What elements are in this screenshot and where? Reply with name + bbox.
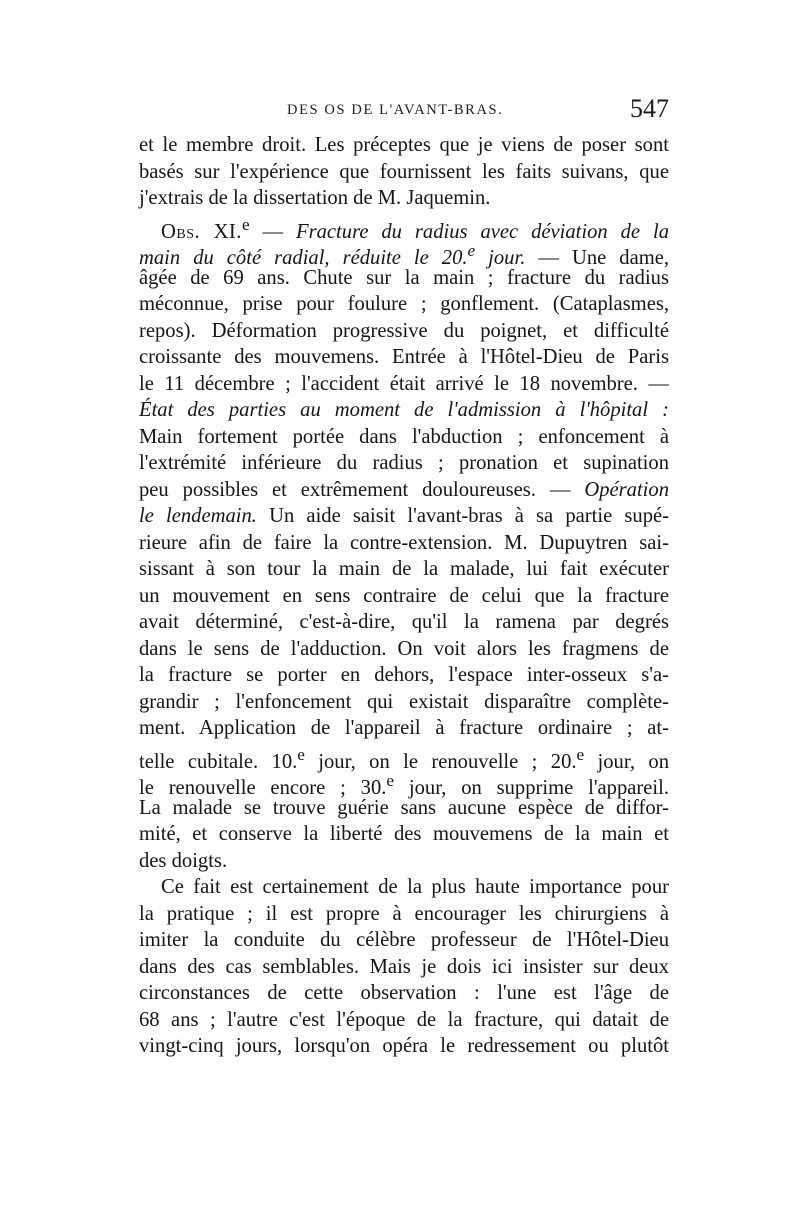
text-line: des doigts. [139,849,228,872]
text-line: méconnue, prise pour foulure ; gonflement. (Cataplasmes, [139,293,669,315]
text-line: l'extrémité inférieure du radius ; pronation et supination [139,452,669,474]
text-fragment: le renouvelle encore ; 30. [139,776,387,799]
text-line: j'extrais de la dissertation de M. Jaquemin. [139,187,491,209]
text-line: dans le sens de l'adduction. On voit alors les fragmens de [139,637,669,660]
ordinal-suffix: e [467,241,476,260]
page-number: 547 [630,94,669,123]
page-header [139,94,669,126]
text-line: basés sur l'expérience que fournissent les faits suivans, que [139,160,669,183]
text-line [139,477,669,504]
text-line: la fracture se porter en dehors, l'espace inter-osseux s'a- [139,664,669,686]
text-line: mité, et conserve la liberté des mouvemens de la main et [139,823,669,845]
text-fragment: jour, on supprime l'appareil. [394,776,669,799]
text-fragment: — Une dame, [525,246,670,269]
text-line [139,238,670,269]
text-line: sissant à son tour la main de la malade, lui fait exécuter [139,558,669,580]
text-line: grandir ; l'enfoncement qui existait disparaître complète- [139,690,669,713]
text-line: Main fortement portée dans l'abduction ; enfoncement à [139,425,669,448]
italic-fragment: le lendemain. [139,505,257,527]
text-line: et le membre droit. Les préceptes que je viens de poser sont [139,134,669,156]
text-line: imiter la conduite du célèbre professeur de l'Hôtel-Dieu [139,929,669,951]
observation-title-end: jour. [475,246,526,269]
text-line: circonstances de cette observation : l'une est l'âge de [139,982,669,1004]
italic-fragment: Opération [584,478,669,501]
observation-title-cont: main du côté radial, réduite le 20. [139,246,468,269]
observation-label: Obs. XI. [161,220,242,243]
ordinal-suffix: e [241,214,250,234]
text-line: avait déterminé, c'est-à-dire, qu'il la ramena par degrés [139,611,669,633]
text-line: La malade se trouve guérie sans aucune espèce de diffor- [139,796,669,819]
text-line: un mouvement en sens contraire de celui que la fracture [139,584,669,607]
text-line [139,768,669,799]
ordinal-suffix: e [297,744,305,764]
dash: — [249,220,297,243]
running-title: DES OS DE L'AVANT-BRAS. [287,102,504,118]
text-line: âgée de 69 ans. Chute sur la main ; fracture du radius [139,266,669,289]
paragraph-first-line: Ce fait est certainement de la plus haute importance pour [161,876,669,898]
ordinal-suffix: e [576,744,585,764]
italic-subheading-line: État des parties au moment de l'admission à l'hôpital : [139,399,669,421]
text-line: 68 ans ; l'autre c'est l'époque de la fracture, qui datait de [139,1008,669,1031]
text-fragment: peu possibles et extrêmement douloureuses. — [139,478,585,501]
text-fragment: Un aide saisit l'avant-bras à sa partie supé- [256,505,669,527]
text-line: la pratique ; il est propre à encourager les chirurgiens à [139,902,669,925]
text-line: repos). Déformation progressive du poignet, et difficulté [139,319,669,342]
text-line [139,742,669,773]
text-line: ment. Application de l'appareil à fracture ordinaire ; at- [139,717,669,739]
text-line: le 11 décembre ; l'accident était arrivé le 18 novembre. — [139,372,669,395]
page-body [139,132,669,1060]
text-fragment: telle cubitale. 10. [139,750,298,773]
text-line: dans des cas semblables. Mais je dois ici insister sur deux [139,955,669,978]
text-line [139,503,669,530]
text-fragment: jour, on [584,750,669,773]
text-line: croissante des mouvemens. Entrée à l'Hôtel-Dieu de Paris [139,346,669,368]
text-line: vingt-cinq jours, lorsqu'on opéra le redressement ou plutôt [139,1035,669,1057]
observation-heading-line [139,212,670,243]
text-fragment: jour, on le renouvelle ; 20. [304,750,577,773]
observation-title: Fracture du radius avec déviation de la [296,220,670,243]
text-line: rieure afin de faire la contre-extension. M. Dupuytren sai- [139,531,669,554]
ordinal-suffix: e [386,771,395,790]
